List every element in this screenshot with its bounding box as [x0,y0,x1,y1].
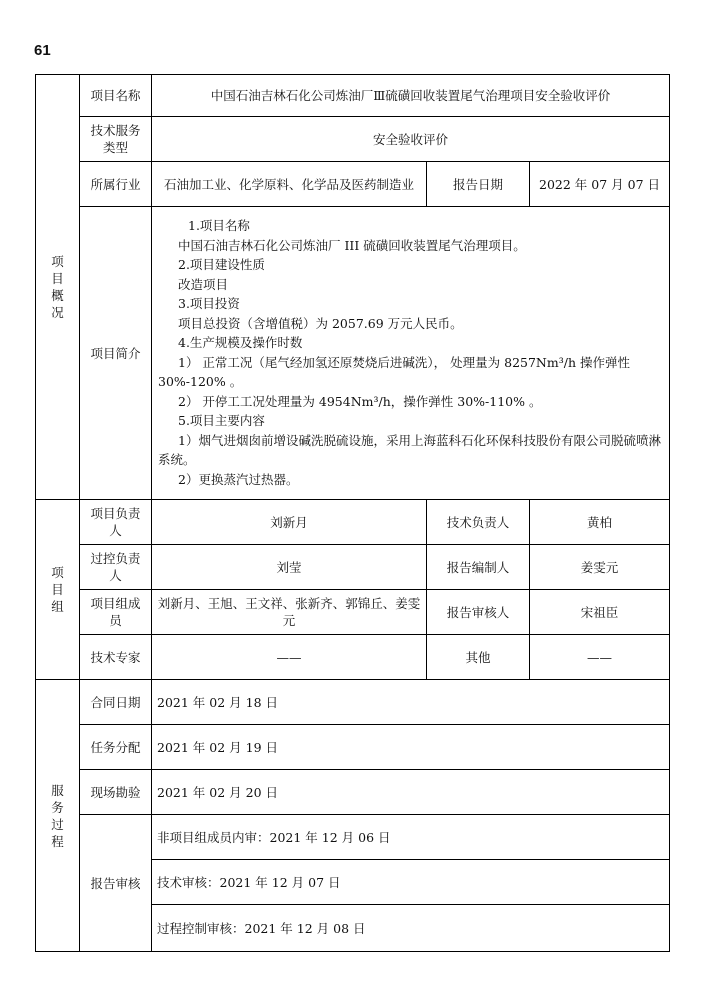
report-date-label: 报告日期 [427,162,530,207]
summary-text-5a: 1）烟气进烟囱前增设碱洗脱硫设施，采用上海蓝科石化环保科技股份有限公司脱硫喷淋系统。 [158,432,661,467]
summary-heading-2: 2.项目建设性质 [178,257,265,272]
contract-date-label: 合同日期 [80,680,152,725]
report-author-label: 报告编制人 [427,545,530,590]
members-value: 刘新月、王旭、王文祥、张新齐、郭锦丘、姜雯元 [152,590,427,635]
other-label: 其他 [427,635,530,680]
summary-text-4b: 2） 开停工工况处理量为 4954Nm³/h，操作弹性 30%-110% 。 [178,393,542,409]
summary-heading-4: 4.生产规模及操作时数 [178,335,303,350]
service-type-value: 安全验收评价 [152,117,670,162]
report-author-value: 姜雯元 [530,545,670,590]
summary-text-2: 改造项目 [178,276,229,292]
technical-review-value: 技术审核：2021 年 12 月 07 日 [152,860,670,905]
summary-text-3: 项目总投资（含增值税）为 2057.69 万元人民币。 [178,315,463,331]
industry-label: 所属行业 [80,162,152,207]
summary-heading-3: 3.项目投资 [178,296,240,311]
members-label: 项目组成员 [80,590,152,635]
reviewer-label: 报告审核人 [427,590,530,635]
task-assign-label: 任务分配 [80,725,152,770]
report-review-label: 报告审核 [80,815,152,952]
project-info-table [35,74,670,952]
summary-heading-5: 5.项目主要内容 [178,413,265,428]
section-process-label: 服 务 过 程 [36,680,80,952]
summary-text-4a: 1） 正常工况（尾气经加氢还原焚烧后进碱洗）， 处理量为 8257Nm³/h 操作弹性 30%-120% 。 [158,354,630,389]
task-assign-value: 2021 年 02 月 19 日 [152,725,670,770]
report-date-value: 2022 年 07 月 07 日 [530,162,670,207]
process-control-label: 过控负责人 [80,545,152,590]
project-summary [152,207,670,500]
process-control-review-value: 过程控制审核：2021 年 12 月 08 日 [152,905,670,952]
section-overview-label: 项 目 概 况 [36,75,80,500]
process-control-value: 刘莹 [152,545,427,590]
leader-value: 刘新月 [152,500,427,545]
summary-label: 项目简介 [80,207,152,500]
leader-label: 项目负责人 [80,500,152,545]
contract-date-value: 2021 年 02 月 18 日 [152,680,670,725]
site-survey-value: 2021 年 02 月 20 日 [152,770,670,815]
project-name-value: 中国石油吉林石化公司炼油厂Ⅲ硫磺回收装置尾气治理项目安全验收评价 [152,75,670,117]
service-type-label: 技术服务类型 [80,117,152,162]
site-survey-label: 现场勘验 [80,770,152,815]
summary-heading-1: 1.项目名称 [188,218,250,233]
page-number: 61 [34,42,51,59]
project-name-label: 项目名称 [80,75,152,117]
other-value: —— [530,635,670,680]
tech-leader-value: 黄柏 [530,500,670,545]
internal-review-value: 非项目组成员内审：2021 年 12 月 06 日 [152,815,670,860]
summary-text-1: 中国石油吉林石化公司炼油厂 III 硫磺回收装置尾气治理项目。 [178,237,526,253]
section-team-label: 项 目 组 [36,500,80,680]
expert-label: 技术专家 [80,635,152,680]
reviewer-value: 宋祖臣 [530,590,670,635]
tech-leader-label: 技术负责人 [427,500,530,545]
summary-text-5b: 2）更换蒸汽过热器。 [178,471,299,487]
industry-value: 石油加工业、化学原料、化学品及医药制造业 [152,162,427,207]
expert-value: —— [152,635,427,680]
